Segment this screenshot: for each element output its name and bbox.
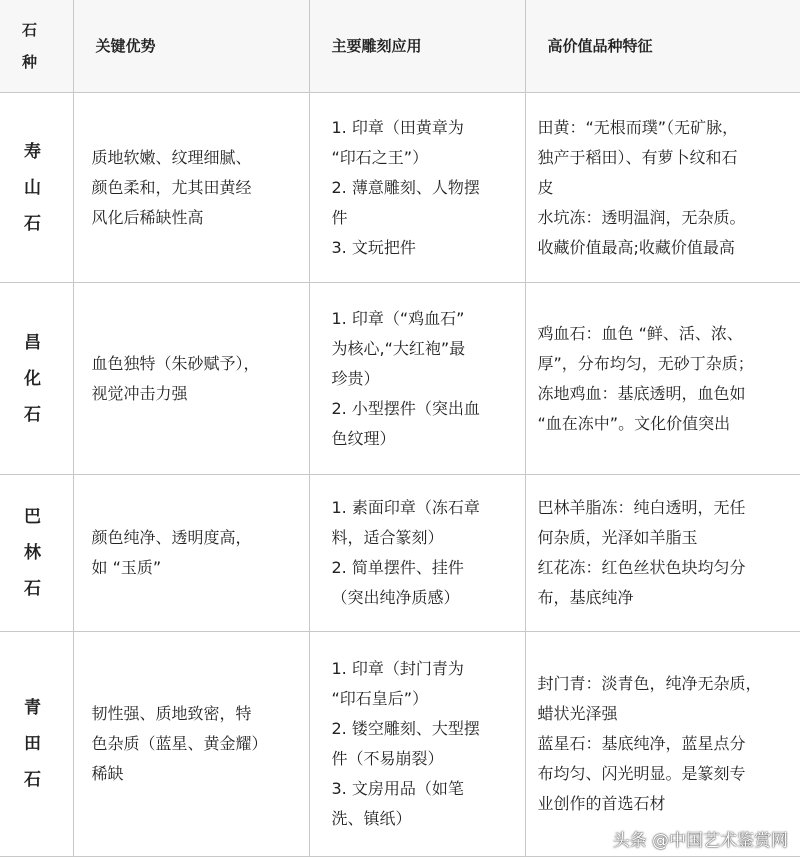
advantage-line: 质地软嫩、纹理细腻、 — [91, 147, 252, 167]
application-line: 洗、镇纸） — [331, 809, 412, 828]
stone-name-char: 石 — [24, 770, 41, 790]
application-line: 2. 镂空雕刻、大型摆 — [331, 719, 480, 738]
application-line: “印石之王”） — [331, 147, 429, 167]
advantage-line: 风化后稀缺性高 — [91, 207, 204, 227]
features-cell — [525, 475, 800, 632]
application-cell — [309, 475, 525, 632]
features-line: 独产于稻田）、有萝卜纹和石 — [537, 147, 738, 167]
application-line: 2. 小型摆件（突出血 — [331, 398, 480, 418]
features-cell — [525, 93, 800, 283]
advantage-cell — [73, 632, 309, 857]
advantage-cell — [73, 283, 309, 475]
table-row — [0, 475, 800, 632]
stone-name-char: 石 — [24, 213, 41, 234]
stone-name-char: 青 — [24, 698, 41, 718]
stone-name-cell — [0, 93, 73, 283]
features-cell — [525, 632, 800, 857]
advantage-line: 视觉冲击力强 — [91, 383, 188, 403]
header-features: 高价值品种特征 — [525, 0, 800, 93]
features-line: 皮 — [537, 177, 554, 197]
advantage-line: 颜色柔和，尤其田黄经 — [91, 177, 252, 197]
stone-name-char: 昌 — [24, 332, 41, 353]
stone-name-char: 石 — [24, 579, 41, 599]
stone-name-char: 石 — [24, 404, 41, 425]
features-line: 厚”，分布均匀，无砂丁杂质； — [537, 353, 754, 373]
header-row — [0, 0, 800, 93]
table-row — [0, 632, 800, 857]
application-line: 为核心,“大红袍”最 — [331, 338, 466, 358]
advantage-line: 颜色纯净、透明度高， — [91, 528, 252, 547]
application-line: 料，适合篆刻） — [331, 528, 444, 547]
application-line: 2. 薄意雕刻、人物摆 — [331, 177, 480, 197]
features-line: 田黄：“无根而璞”（无矿脉， — [537, 117, 739, 137]
header-stone-char: 石 — [22, 21, 38, 39]
stone-name-cell — [0, 632, 73, 857]
features-line: 布，基底纯净 — [537, 588, 634, 607]
application-line: 1. 素面印章（冻石章 — [331, 498, 480, 517]
stone-name-char: 化 — [24, 368, 41, 389]
features-line: 巴林羊脂冻：纯白透明，无任 — [537, 498, 746, 517]
features-line: 冻地鸡血：基底透明，血色如 — [537, 383, 746, 403]
stone-name-char: 田 — [24, 734, 41, 754]
features-line: 鸡血石：血色 “鲜、活、浓、 — [537, 323, 743, 343]
stone-name-cell — [0, 283, 73, 475]
features-line: 收藏价值最高;收藏价值最高 — [537, 237, 735, 257]
application-line: 3. 文房用品（如笔 — [331, 779, 464, 798]
advantage-cell — [73, 475, 309, 632]
features-line: “血在冻中”。文化价值突出 — [537, 413, 731, 433]
application-cell — [309, 283, 525, 475]
stone-name-char: 寿 — [24, 141, 41, 162]
application-line: 件（不易崩裂） — [331, 749, 444, 768]
features-line: 封门青：淡青色，纯净无杂质， — [537, 674, 762, 693]
features-line: 蜡状光泽强 — [537, 704, 618, 723]
advantage-line: 稀缺 — [91, 764, 124, 783]
advantage-line: 血色独特（朱砂赋予）， — [91, 353, 260, 373]
application-line: 1. 印章（封门青为 — [331, 659, 464, 678]
table-row — [0, 93, 800, 283]
stone-name-char: 巴 — [24, 507, 41, 527]
features-line: 蓝星石：基底纯净，蓝星点分 — [537, 734, 746, 753]
application-line: 珍贵） — [331, 368, 380, 388]
stone-name-cell — [0, 475, 73, 632]
stone-name-char: 林 — [24, 543, 41, 563]
application-line: “印石皇后”） — [331, 689, 429, 708]
application-line: 1. 印章（“鸡血石” — [331, 308, 465, 328]
header-application: 主要雕刻应用 — [309, 0, 525, 93]
application-line: （突出纯净质感） — [331, 588, 460, 607]
advantage-cell — [73, 93, 309, 283]
application-line: 件 — [331, 207, 348, 227]
header-stone-char: 种 — [22, 53, 38, 71]
application-line: 1. 印章（田黄章为 — [331, 117, 464, 137]
watermark-text: 头条 @中国艺术鉴赏网 — [612, 831, 788, 851]
table-row — [0, 283, 800, 475]
features-line: 红花冻：红色丝状色块均匀分 — [537, 558, 746, 577]
application-cell — [309, 93, 525, 283]
header-advantage: 关键优势 — [73, 0, 309, 93]
application-line: 色纹理） — [331, 428, 396, 448]
stone-name-char: 山 — [24, 177, 41, 198]
features-line: 何杂质，光泽如羊脂玉 — [537, 528, 698, 547]
features-line: 布均匀、闪光明显。是篆刻专 — [537, 764, 746, 783]
application-line: 2. 简单摆件、挂件 — [331, 558, 464, 577]
features-line: 业创作的首选石材 — [537, 794, 666, 813]
features-line: 水坑冻：透明温润，无杂质。 — [537, 207, 746, 227]
application-line: 3. 文玩把件 — [331, 237, 416, 257]
application-cell — [309, 632, 525, 857]
advantage-line: 色杂质（蓝星、黄金耀） — [91, 734, 268, 753]
advantage-line: 如 “玉质” — [91, 558, 162, 577]
features-cell — [525, 283, 800, 475]
advantage-line: 韧性强、质地致密，特 — [91, 704, 252, 723]
header-stone-type — [0, 0, 73, 93]
